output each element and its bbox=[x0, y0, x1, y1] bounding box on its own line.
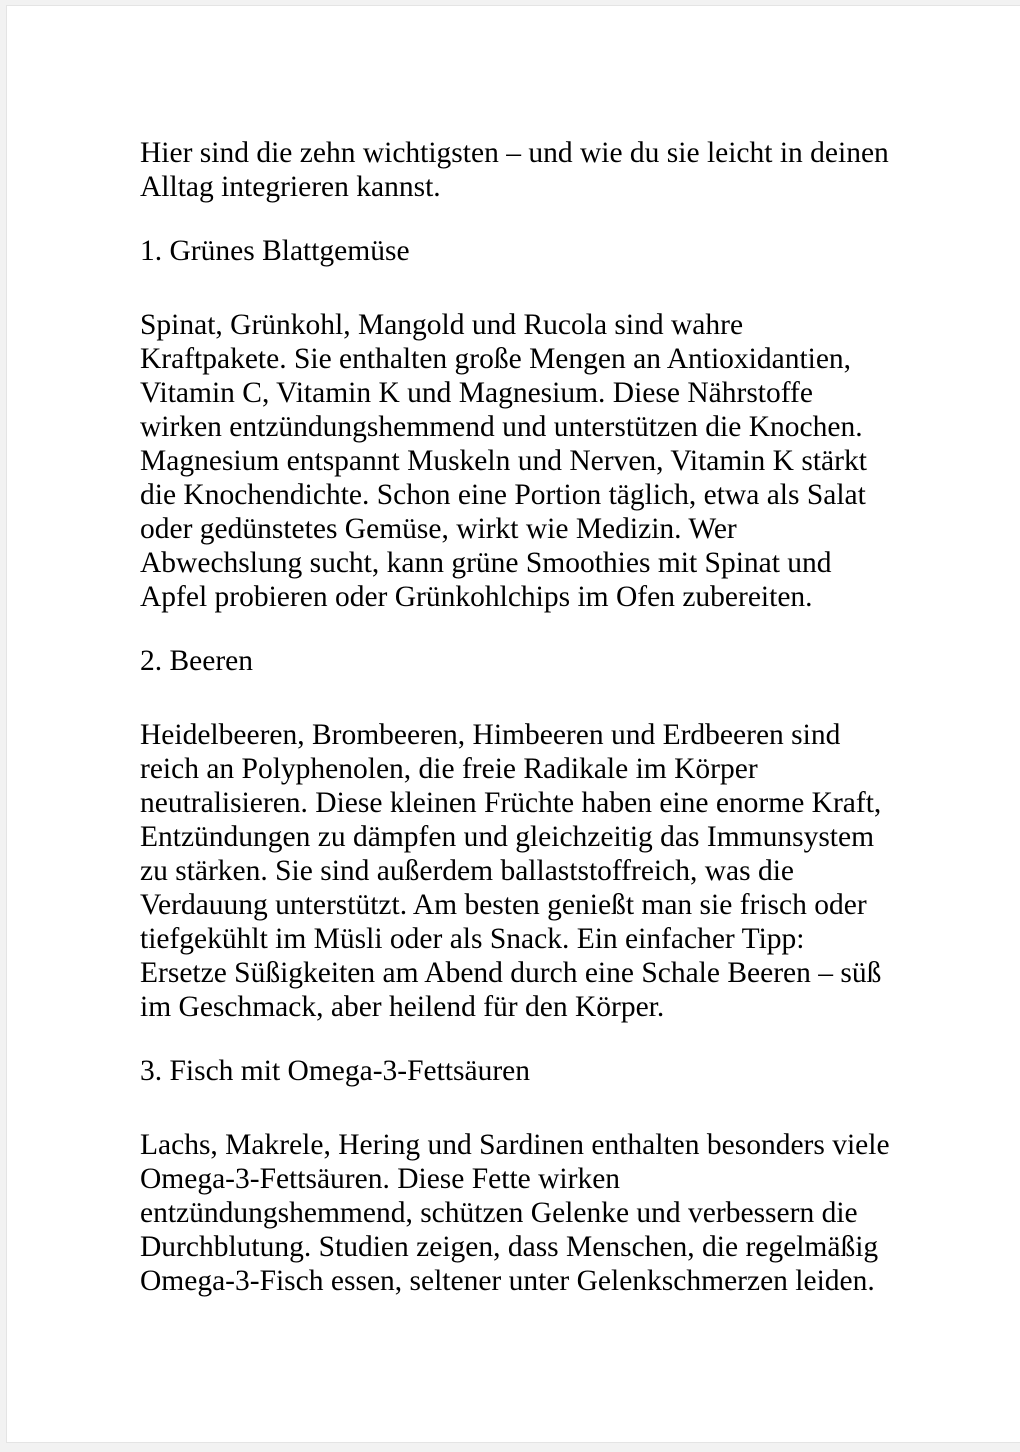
text-line: Entzündungen zu dämpfen und gleichzeitig das Immunsystem bbox=[140, 821, 875, 853]
text-line: Omega-3-Fettsäuren. Diese Fette wirken bbox=[140, 1163, 621, 1195]
text-line: Lachs, Makrele, Hering und Sardinen enthalten besonders viele bbox=[140, 1129, 890, 1161]
text-line: Vitamin C, Vitamin K und Magnesium. Diese Nährstoffe bbox=[140, 377, 813, 409]
text-line: 3. Fisch mit Omega-3-Fettsäuren bbox=[140, 1055, 530, 1087]
section-heading bbox=[140, 234, 920, 268]
document-content bbox=[140, 136, 920, 1298]
section-heading bbox=[140, 1054, 920, 1088]
text-line: Kraftpakete. Sie enthalten große Mengen an Antioxidantien, bbox=[140, 343, 852, 375]
text-line: Hier sind die zehn wichtigsten – und wie du sie leicht in deinen bbox=[140, 137, 889, 169]
text-line: neutralisieren. Diese kleinen Früchte haben eine enorme Kraft, bbox=[140, 787, 882, 819]
paragraph bbox=[140, 718, 920, 1024]
text-line: entzündungshemmend, schützen Gelenke und verbessern die bbox=[140, 1197, 858, 1229]
text-line: reich an Polyphenolen, die freie Radikale im Körper bbox=[140, 753, 758, 785]
text-line: Apfel probieren oder Grünkohlchips im Ofen zubereiten. bbox=[140, 581, 813, 613]
paragraph bbox=[140, 136, 920, 204]
text-line: zu stärken. Sie sind außerdem ballaststoffreich, was die bbox=[140, 855, 794, 887]
text-line: Spinat, Grünkohl, Mangold und Rucola sind wahre bbox=[140, 309, 744, 341]
text-line: die Knochendichte. Schon eine Portion täglich, etwa als Salat bbox=[140, 479, 866, 511]
text-line: Ersetze Süßigkeiten am Abend durch eine Schale Beeren – süß bbox=[140, 957, 882, 989]
text-line: 2. Beeren bbox=[140, 645, 254, 677]
text-line: im Geschmack, aber heilend für den Körper. bbox=[140, 991, 665, 1023]
text-line: Durchblutung. Studien zeigen, dass Menschen, die regelmäßig bbox=[140, 1231, 879, 1263]
text-line: Alltag integrieren kannst. bbox=[140, 171, 441, 203]
paragraph bbox=[140, 1128, 920, 1298]
paragraph bbox=[140, 308, 920, 614]
text-line: Heidelbeeren, Brombeeren, Himbeeren und Erdbeeren sind bbox=[140, 719, 841, 751]
text-line: 1. Grünes Blattgemüse bbox=[140, 235, 410, 267]
document-page bbox=[6, 5, 1020, 1443]
text-line: Abwechslung sucht, kann grüne Smoothies mit Spinat und bbox=[140, 547, 832, 579]
section-heading bbox=[140, 644, 920, 678]
text-line: tiefgekühlt im Müsli oder als Snack. Ein einfacher Tipp: bbox=[140, 923, 805, 955]
text-line: wirken entzündungshemmend und unterstützen die Knochen. bbox=[140, 411, 863, 443]
text-line: oder gedünstetes Gemüse, wirkt wie Medizin. Wer bbox=[140, 513, 737, 545]
text-line: Magnesium entspannt Muskeln und Nerven, Vitamin K stärkt bbox=[140, 445, 867, 477]
text-line: Verdauung unterstützt. Am besten genießt man sie frisch oder bbox=[140, 889, 867, 921]
text-line: Omega-3-Fisch essen, seltener unter Gelenkschmerzen leiden. bbox=[140, 1265, 875, 1297]
